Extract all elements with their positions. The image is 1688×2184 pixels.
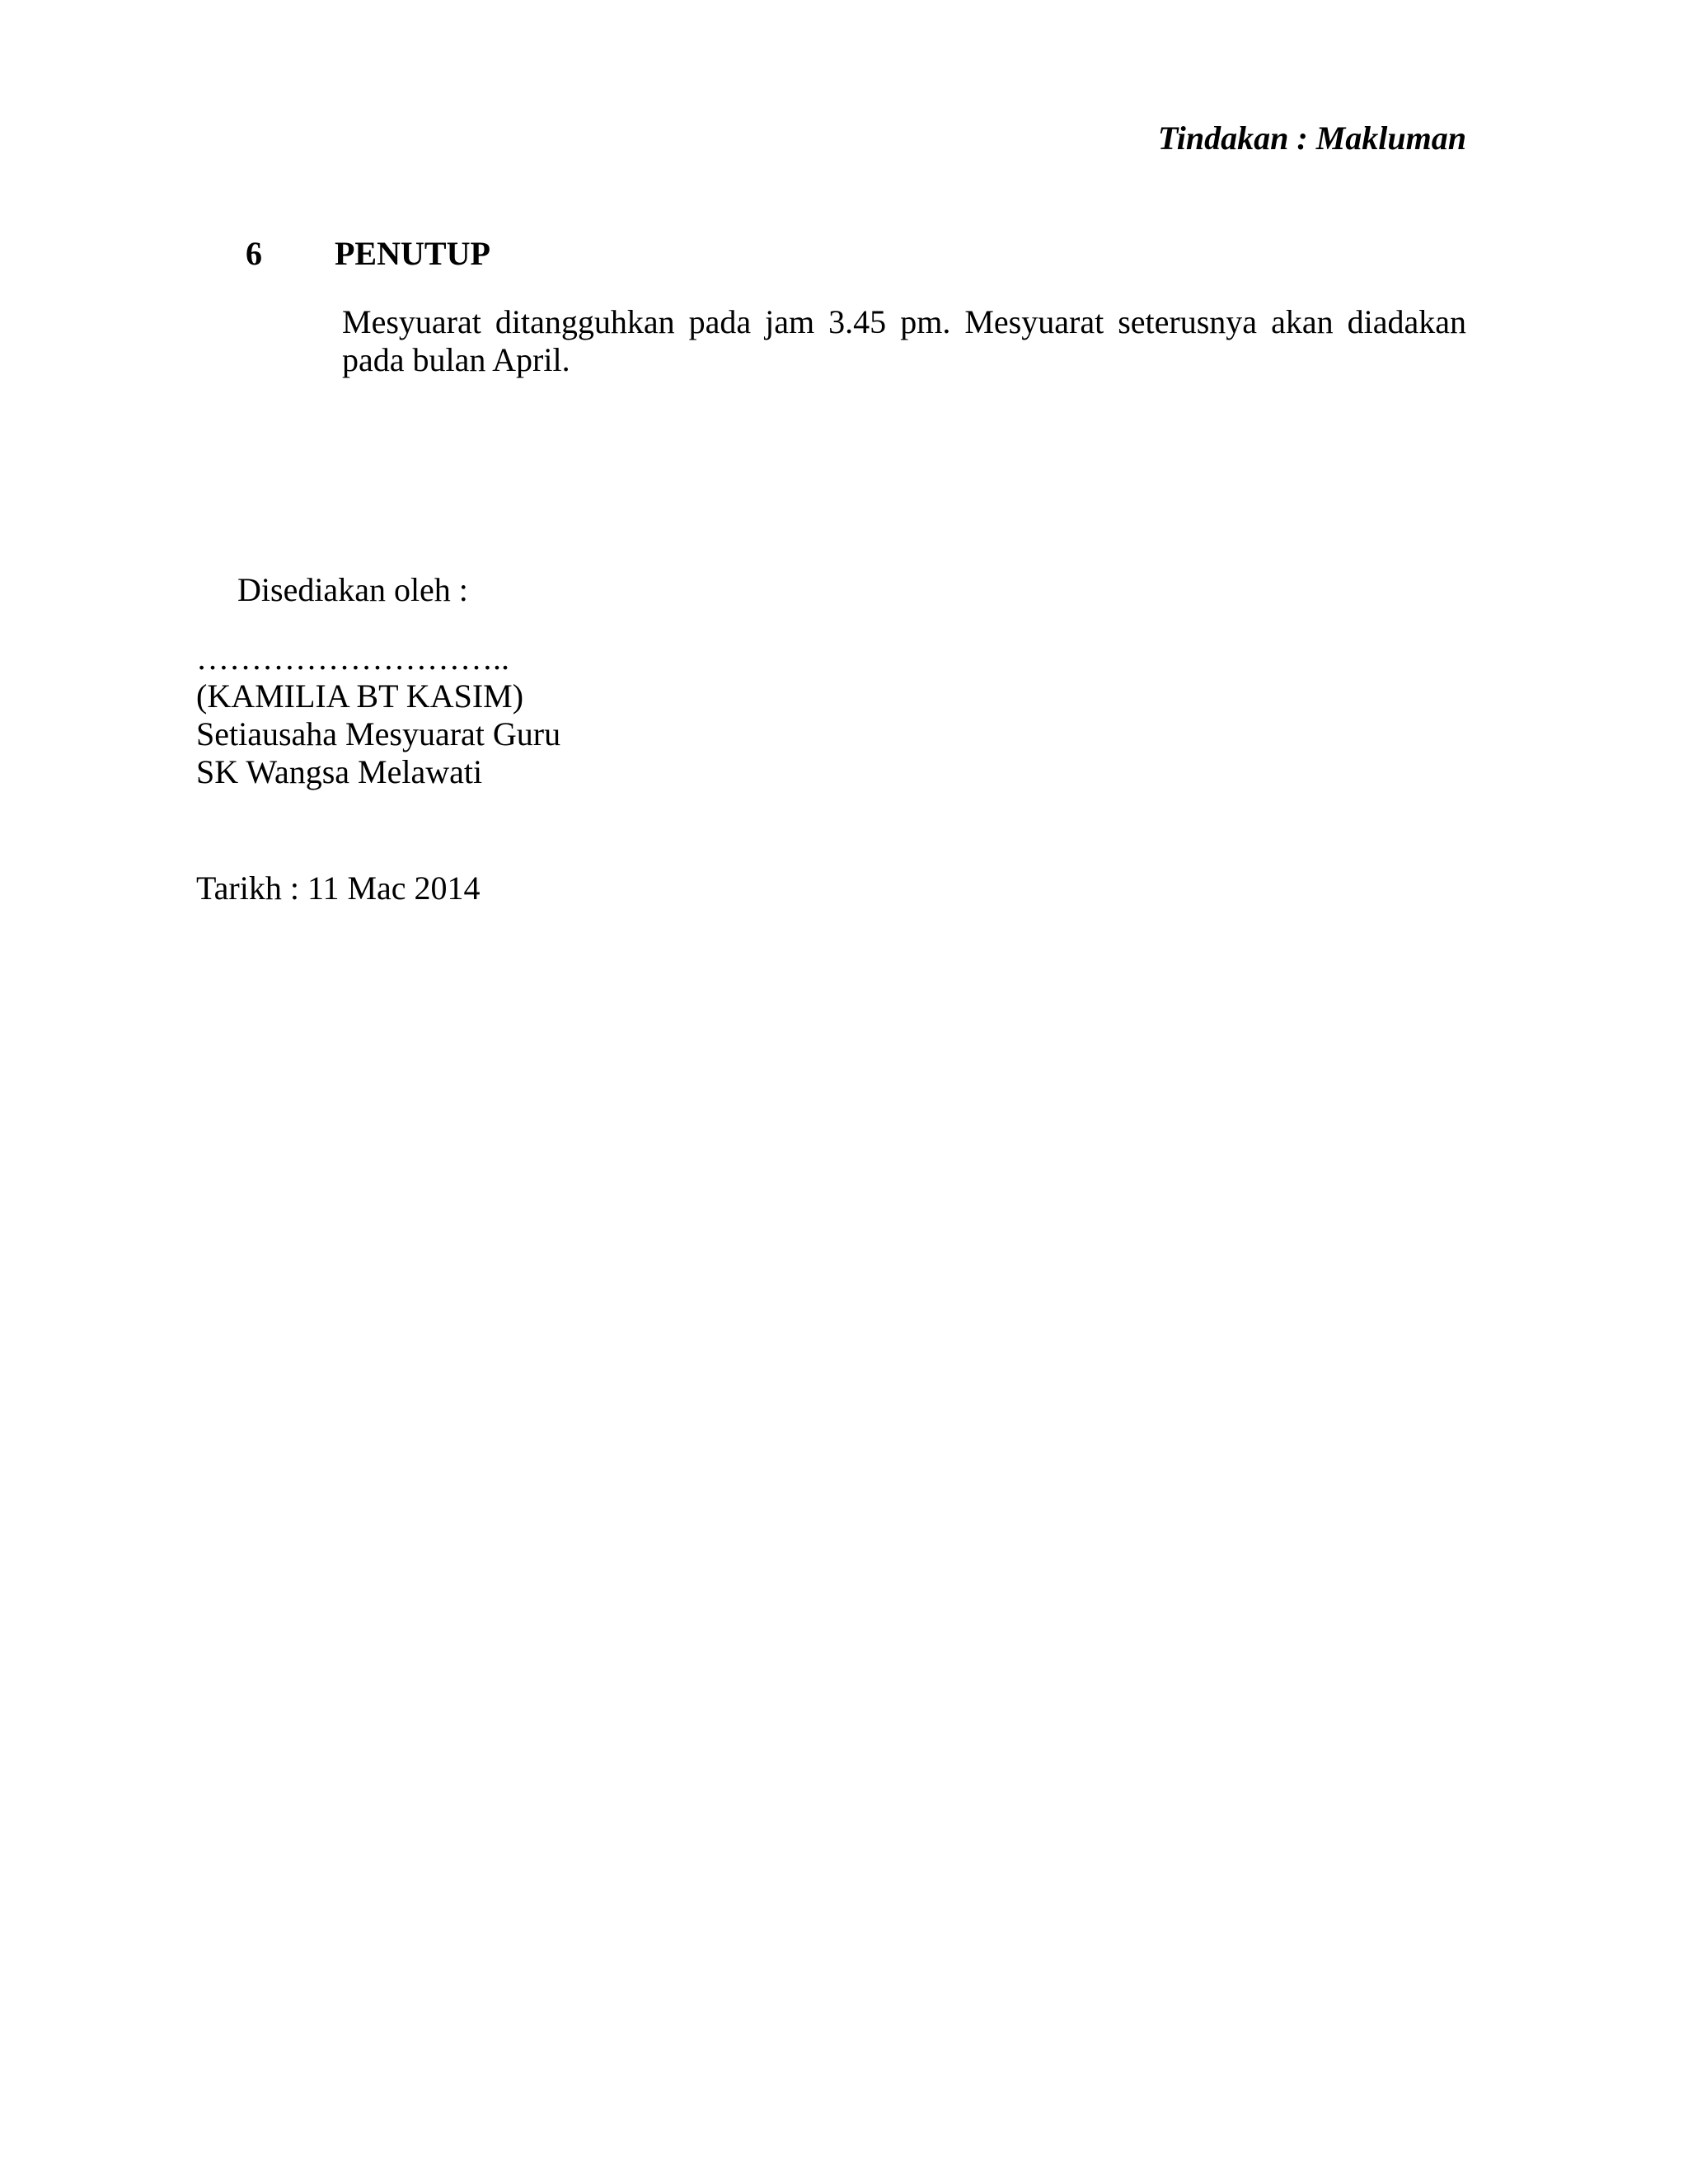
action-line: Tindakan : Makluman	[1157, 120, 1466, 157]
section-title: PENUTUP	[335, 235, 490, 272]
signatory-name: (KAMILIA BT KASIM)	[196, 677, 524, 715]
signature-dotted-line: ………………………..	[196, 640, 509, 677]
signatory-school: SK Wangsa Melawati	[196, 753, 483, 790]
section-body: Mesyuarat ditangguhkan pada jam 3.45 pm. Mesyuarat seterusnya akan diadakan pada bulan April.	[342, 303, 1466, 378]
section-heading	[246, 229, 490, 279]
prepared-by-label: Disediakan oleh :	[237, 571, 468, 608]
date-line: Tarikh : 11 Mac 2014	[196, 869, 481, 907]
section-number: 6	[246, 235, 262, 272]
signature-block	[196, 640, 560, 791]
signatory-position: Setiausaha Mesyuarat Guru	[196, 715, 561, 752]
